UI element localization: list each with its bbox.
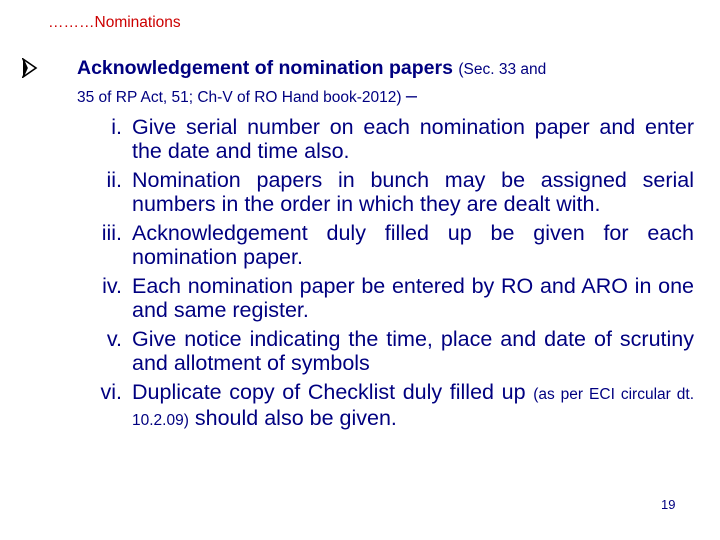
list-item xyxy=(76,169,694,216)
list-item xyxy=(76,116,694,163)
lead-ref-cont: 35 of RP Act, 51; Ch-V of RO Hand book-2012) xyxy=(77,89,402,106)
page-number: 19 xyxy=(661,497,676,512)
list-item xyxy=(76,275,694,322)
item-number: iii. xyxy=(101,221,122,245)
section-header: ………Nominations xyxy=(48,14,181,31)
arrow-bullet-icon xyxy=(22,58,38,78)
numbered-list xyxy=(76,116,694,438)
item-text-a: Duplicate copy of Checklist duly filled up xyxy=(132,380,526,404)
item-note: (as per ECI circular dt. 10.2.09) xyxy=(132,386,694,429)
lead-ref-start: (Sec. 33 and xyxy=(458,61,547,78)
item-text: Each nomination paper be entered by RO and ARO in one and same register. xyxy=(132,274,694,322)
list-item xyxy=(76,328,694,375)
item-text: Acknowledgement duly filled up be given for each nomination paper. xyxy=(132,221,694,269)
lead-title: Acknowledgement of nomination papers xyxy=(77,57,453,79)
item-number: iv. xyxy=(102,274,122,298)
item-number: ii. xyxy=(106,168,122,192)
item-text: Nomination papers in bunch may be assigned serial numbers in the order in which they are dealt with. xyxy=(132,168,694,216)
item-number: vi. xyxy=(100,380,122,404)
lead-dash: – xyxy=(405,85,417,107)
item-text: Give serial number on each nomination paper and enter the date and time also. xyxy=(132,115,694,163)
list-item xyxy=(76,222,694,269)
item-text xyxy=(132,381,694,432)
item-number: i. xyxy=(111,115,122,139)
item-text: Give notice indicating the time, place and date of scrutiny and allotment of symbols xyxy=(132,327,694,375)
lead-bullet xyxy=(22,56,702,108)
lead-line-2 xyxy=(77,86,702,108)
lead-line xyxy=(77,56,702,82)
list-item xyxy=(76,381,694,432)
item-number: v. xyxy=(106,327,122,351)
item-text-b: should also be given. xyxy=(194,405,397,430)
